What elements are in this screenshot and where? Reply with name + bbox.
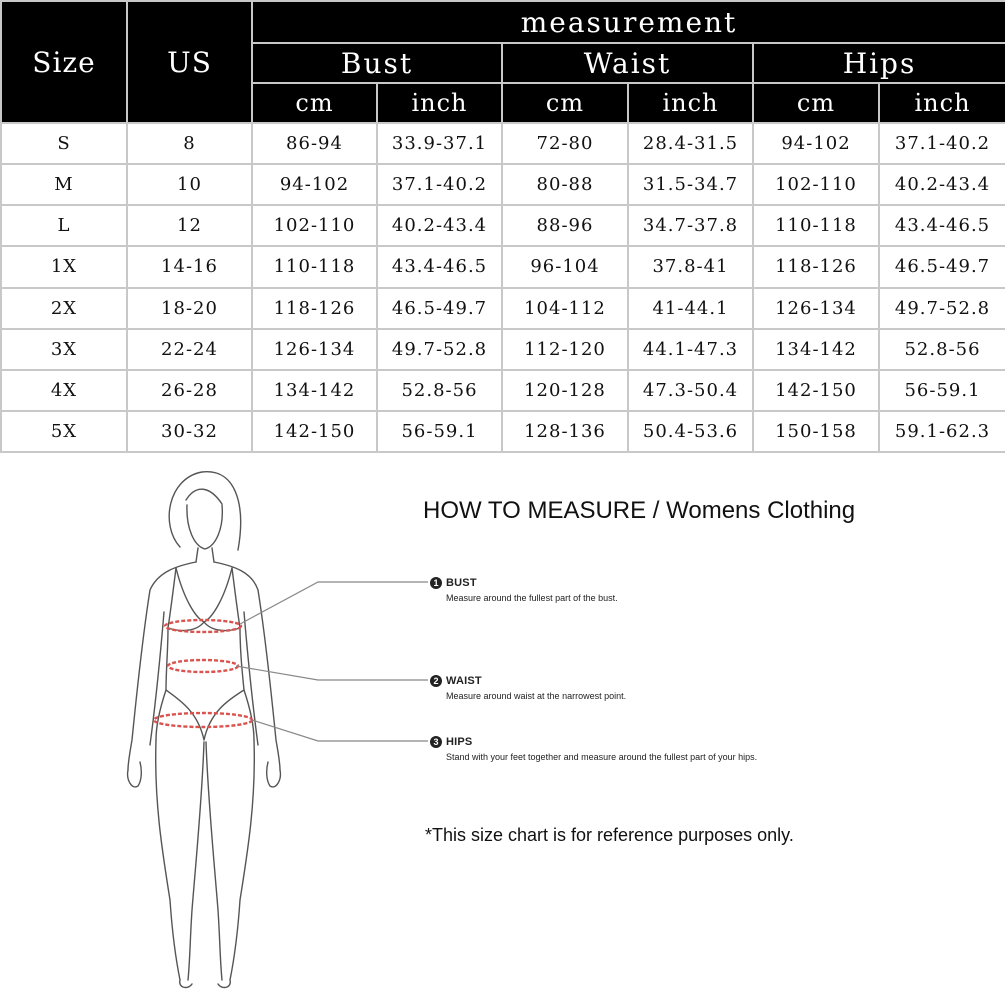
table-cell: L bbox=[1, 205, 127, 246]
table-cell: 88-96 bbox=[502, 205, 628, 246]
table-cell: 80-88 bbox=[502, 164, 628, 205]
table-cell: 31.5-34.7 bbox=[628, 164, 753, 205]
table-cell: 4X bbox=[1, 370, 127, 411]
table-cell: 110-118 bbox=[753, 205, 879, 246]
table-cell: 104-112 bbox=[502, 288, 628, 329]
table-cell: 126-134 bbox=[252, 329, 377, 370]
table-row bbox=[1, 123, 1005, 164]
table-cell: 12 bbox=[127, 205, 252, 246]
table-cell: 120-128 bbox=[502, 370, 628, 411]
table-cell: 3X bbox=[1, 329, 127, 370]
bust-group-header: Bust bbox=[252, 43, 502, 83]
table-cell: 118-126 bbox=[252, 288, 377, 329]
waist-leader-line bbox=[236, 666, 428, 680]
table-cell: 59.1-62.3 bbox=[879, 411, 1005, 452]
waist-inch-header: inch bbox=[628, 83, 753, 123]
hips-description: Stand with your feet together and measure around the fullest part of your hips. bbox=[446, 752, 758, 762]
leader-lines bbox=[236, 582, 428, 741]
table-cell: 50.4-53.6 bbox=[628, 411, 753, 452]
table-cell: 94-102 bbox=[753, 123, 879, 164]
table-cell: M bbox=[1, 164, 127, 205]
bust-cm-header: cm bbox=[252, 83, 377, 123]
table-cell: S bbox=[1, 123, 127, 164]
table-cell: 43.4-46.5 bbox=[377, 246, 502, 287]
table-row bbox=[1, 164, 1005, 205]
size-column-header: Size bbox=[1, 1, 127, 123]
table-cell: 28.4-31.5 bbox=[628, 123, 753, 164]
table-cell: 22-24 bbox=[127, 329, 252, 370]
bust-leader-line bbox=[240, 582, 428, 624]
table-cell: 46.5-49.7 bbox=[377, 288, 502, 329]
table-cell: 47.3-50.4 bbox=[628, 370, 753, 411]
table-row bbox=[1, 205, 1005, 246]
table-cell: 40.2-43.4 bbox=[879, 164, 1005, 205]
waist-measure-line bbox=[168, 660, 238, 672]
hips-callout bbox=[430, 735, 790, 763]
bust-label: BUST bbox=[446, 577, 477, 589]
table-cell: 102-110 bbox=[753, 164, 879, 205]
body-figure-illustration bbox=[0, 455, 1005, 993]
table-cell: 14-16 bbox=[127, 246, 252, 287]
waist-label: WAIST bbox=[446, 675, 482, 687]
table-row bbox=[1, 329, 1005, 370]
numbered-circle-icon: 2 bbox=[430, 675, 442, 687]
table-cell: 56-59.1 bbox=[377, 411, 502, 452]
hips-group-header: Hips bbox=[753, 43, 1005, 83]
table-cell: 142-150 bbox=[252, 411, 377, 452]
size-chart-table bbox=[0, 0, 1005, 453]
table-cell: 8 bbox=[127, 123, 252, 164]
table-row bbox=[1, 288, 1005, 329]
table-cell: 49.7-52.8 bbox=[879, 288, 1005, 329]
table-cell: 126-134 bbox=[753, 288, 879, 329]
table-cell: 102-110 bbox=[252, 205, 377, 246]
measurement-lines bbox=[154, 620, 252, 727]
table-cell: 40.2-43.4 bbox=[377, 205, 502, 246]
hips-inch-header: inch bbox=[879, 83, 1005, 123]
table-row bbox=[1, 246, 1005, 287]
table-cell: 112-120 bbox=[502, 329, 628, 370]
table-cell: 110-118 bbox=[252, 246, 377, 287]
disclaimer-text: *This size chart is for reference purposes only. bbox=[425, 825, 794, 845]
waist-callout bbox=[430, 674, 790, 702]
table-cell: 43.4-46.5 bbox=[879, 205, 1005, 246]
table-cell: 142-150 bbox=[753, 370, 879, 411]
table-cell: 44.1-47.3 bbox=[628, 329, 753, 370]
measurement-header: measurement bbox=[252, 1, 1005, 43]
table-row bbox=[1, 370, 1005, 411]
table-cell: 134-142 bbox=[753, 329, 879, 370]
table-row bbox=[1, 411, 1005, 452]
table-cell: 118-126 bbox=[753, 246, 879, 287]
table-cell: 18-20 bbox=[127, 288, 252, 329]
guide-title: HOW TO MEASURE / Womens Clothing bbox=[423, 497, 856, 524]
table-cell: 52.8-56 bbox=[879, 329, 1005, 370]
table-cell: 72-80 bbox=[502, 123, 628, 164]
table-body bbox=[1, 123, 1005, 452]
table-cell: 134-142 bbox=[252, 370, 377, 411]
numbered-circle-icon: 1 bbox=[430, 577, 442, 589]
table-cell: 33.9-37.1 bbox=[377, 123, 502, 164]
table-cell: 26-28 bbox=[127, 370, 252, 411]
table-cell: 2X bbox=[1, 288, 127, 329]
table-cell: 37.1-40.2 bbox=[377, 164, 502, 205]
table-cell: 150-158 bbox=[753, 411, 879, 452]
figure-outline bbox=[128, 472, 281, 988]
table-cell: 94-102 bbox=[252, 164, 377, 205]
table-cell: 128-136 bbox=[502, 411, 628, 452]
waist-description: Measure around waist at the narrowest point. bbox=[446, 691, 627, 701]
table-cell: 37.8-41 bbox=[628, 246, 753, 287]
hips-label: HIPS bbox=[446, 736, 473, 748]
table-cell: 5X bbox=[1, 411, 127, 452]
bust-inch-header: inch bbox=[377, 83, 502, 123]
us-column-header: US bbox=[127, 1, 252, 123]
hips-leader-line bbox=[252, 720, 428, 741]
table-cell: 52.8-56 bbox=[377, 370, 502, 411]
bust-callout bbox=[430, 576, 790, 604]
table-cell: 56-59.1 bbox=[879, 370, 1005, 411]
hips-measure-line bbox=[154, 713, 252, 727]
bust-description: Measure around the fullest part of the bust. bbox=[446, 593, 618, 603]
waist-group-header: Waist bbox=[502, 43, 753, 83]
table-cell: 46.5-49.7 bbox=[879, 246, 1005, 287]
hips-cm-header: cm bbox=[753, 83, 879, 123]
table-cell: 34.7-37.8 bbox=[628, 205, 753, 246]
waist-cm-header: cm bbox=[502, 83, 628, 123]
table-cell: 96-104 bbox=[502, 246, 628, 287]
table-cell: 49.7-52.8 bbox=[377, 329, 502, 370]
table-cell: 41-44.1 bbox=[628, 288, 753, 329]
table-cell: 10 bbox=[127, 164, 252, 205]
table-cell: 37.1-40.2 bbox=[879, 123, 1005, 164]
table-cell: 30-32 bbox=[127, 411, 252, 452]
table-header bbox=[1, 1, 1005, 123]
table-cell: 86-94 bbox=[252, 123, 377, 164]
table-cell: 1X bbox=[1, 246, 127, 287]
numbered-circle-icon: 3 bbox=[430, 736, 442, 748]
